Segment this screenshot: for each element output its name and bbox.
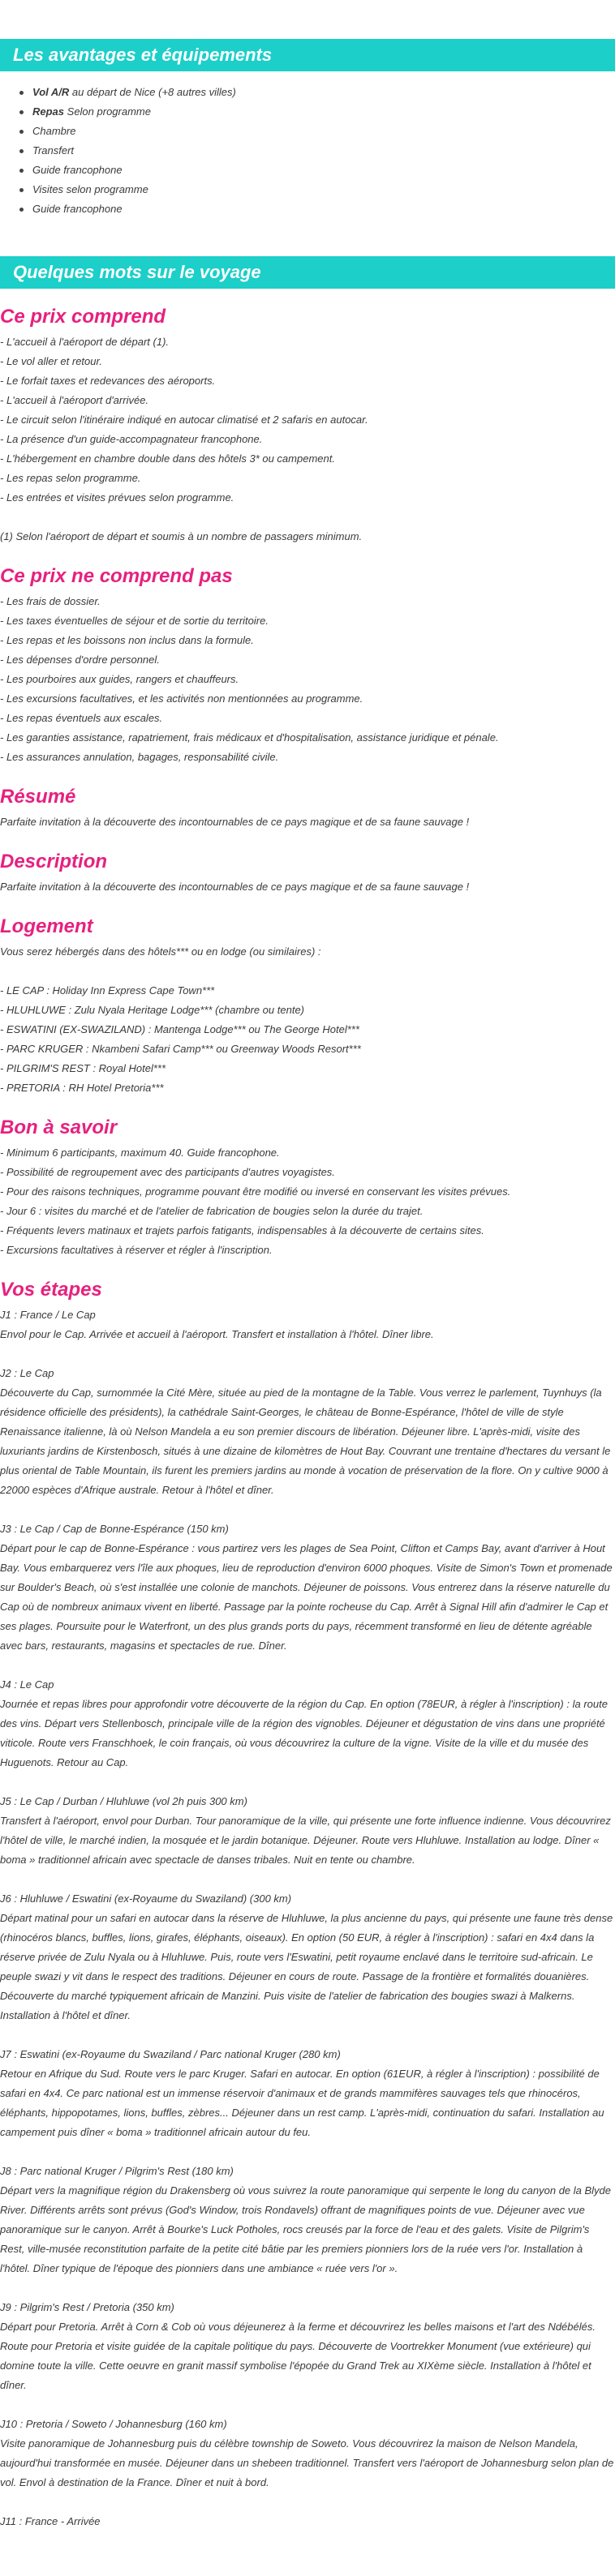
avantage-item-bold: Repas — [32, 105, 65, 118]
prix-comprend-item: - Le vol aller et retour. — [0, 355, 102, 367]
logement-item: - LE CAP : Holiday Inn Express Cape Town*** — [0, 984, 215, 997]
etape-day: J9 : Pilgrim's Rest / Pretoria (350 km) — [0, 2301, 174, 2313]
prix-ne-comprend-item: - Les repas éventuels aux escales. — [0, 712, 163, 724]
avantage-item-bold: Vol A/R — [32, 86, 70, 98]
etape-description: Départ vers la magnifique région du Drakensberg où vous suivrez la route panoramique qui serpente le long du canyon de la Blyde River. Différents arrêts sont prévus (God's Window, trois Rondavels) offrant de magnifiques points de vue. Déjeuner avec vue panoramique sur le canyon. Arrêt à Bourke's Luck Potholes, rocs creusés par la force de l'eau et des galets. Visite de Pilgrim's Rest, ville-musée reconstitution parfaite de la petite cité bâtie par les premiers pionniers lors de la ruée vers l'or. Installation à l'hôtel. Dîner typique de l'époque des pionniers dans une ambiance « ruée vers l'or ». — [0, 2184, 612, 2274]
avantage-item — [19, 161, 615, 180]
bon-a-savoir-item: - Excursions facultatives à réserver et régler à l'inscription. — [0, 1244, 273, 1256]
logement-title: Logement — [0, 915, 93, 937]
prix-ne-comprend-item: - Les pourboires aux guides, rangers et chauffeurs. — [0, 673, 239, 685]
etape-description: Départ pour Pretoria. Arrêt à Corn & Cob où vous déjeunerez à la ferme et découvrirez les belles maisons et l'art des Ndébélés. Route pour Pretoria et visite guidée de la capitale politique du pays. Découverte de Voortrekker Monument (vue extérieure) qui domine toute la ville. Cette oeuvre en granit massif symbolise l'épopée du Grand Trek au XIXème siècle. Installation à l'hôtel et dîner. — [0, 2321, 596, 2391]
avantage-item — [19, 83, 615, 102]
prix-comprend-item: - Le circuit selon l'itinéraire indiqué en autocar climatisé et 2 safaris en autocar. — [0, 414, 368, 426]
etape-day: J11 : France - Arrivée — [0, 2515, 101, 2527]
etape-description: Journée et repas libres pour approfondir votre découverte de la région du Cap. En option (78EUR, à régler à l'inscription) : la route des vins. Départ vers Stellenbosch, principale ville de la région des vignobles. Déjeuner et dégustation de vins dans une propriété viticole. Route vers Franschhoek, le coin français, où vous découvrirez la culture de la vigne. Visite de la ville et du musée des Huguenots. Retour au Cap. — [0, 1698, 608, 1768]
etape-item — [0, 2512, 615, 2531]
etape-item — [0, 2162, 615, 2278]
prix-ne-comprend-item: - Les frais de dossier. — [0, 595, 101, 607]
etapes-list — [0, 1305, 615, 2531]
avantages-list — [0, 71, 615, 219]
avantage-item — [19, 141, 615, 161]
etapes-title: Vos étapes — [0, 1279, 102, 1301]
etape-day: J10 : Pretoria / Soweto / Johannesburg (160 km) — [0, 2418, 227, 2430]
avantage-item-text: Guide francophone — [32, 203, 123, 215]
etape-item — [0, 1305, 615, 1344]
etape-day: J3 : Le Cap / Cap de Bonne-Espérance (150 km) — [0, 1523, 229, 1535]
logement-item: - ESWATINI (EX-SWAZILAND) : Mantenga Lodge*** ou The George Hotel*** — [0, 1023, 359, 1035]
etape-day: J5 : Le Cap / Durban / Hluhluwe (vol 2h puis 300 km) — [0, 1795, 247, 1807]
prix-comprend-item: - L'hébergement en chambre double dans des hôtels 3* ou campement. — [0, 452, 335, 465]
avantage-item — [19, 122, 615, 141]
avantage-item — [19, 180, 615, 199]
prix-comprend-item: - L'accueil à l'aéroport de départ (1). — [0, 336, 170, 348]
etape-description: Découverte du Cap, surnommée la Cité Mère, située au pied de la montagne de la Table. Vous verrez le parlement, Tuynhuys (la résidence officielle des présidents), la cathédrale Saint-Georges, le château de Bonne-Espérance, l'hôtel de ville de style Renaissance italienne, là où Nelson Mandela a eu son premier discours de libération. Déjeuner libre. L'après-midi, visite des luxuriants jardins de Kirstenbosch, situés à une dizaine de kilomètres de Hout Bay. Couvrant une trentaine d'hectares du versant le plus oriental de Table Mountain, ils furent les premiers jardins au monde à vocation de préservation de la flore. On y cultive 9000 à 22000 espèces d'Afrique australe. Retour à l'hôtel et dîner. — [0, 1387, 611, 1496]
note-text: (1) Selon l'aéroport de départ et soumis à un nombre de passagers minimum. — [0, 530, 363, 542]
bon-a-savoir-item: - Possibilité de regroupement avec des participants d'autres voyagistes. — [0, 1166, 335, 1178]
etape-item — [0, 1792, 615, 1870]
etape-day: J2 : Le Cap — [0, 1367, 54, 1379]
bon-a-savoir-item: - Pour des raisons techniques, programme pouvant être modifié ou inversé en conservant les visites prévues. — [0, 1185, 511, 1198]
etape-day: J1 : France / Le Cap — [0, 1309, 96, 1321]
etape-description: Transfert à l'aéroport, envol pour Durban. Tour panoramique de la ville, qui présente une forte influence indienne. Vous découvrirez l'hôtel de ville, le marché indien, la mosquée et le jardin botanique. Déjeuner. Route vers Hluhluwe. Installation au lodge. Dîner « boma » traditionnel africain avec spectacle de danses tribales. Nuit en tente ou chambre. — [0, 1815, 611, 1866]
etape-item — [0, 2415, 615, 2492]
prix-comprend-note — [0, 527, 615, 546]
avantage-item-text: Selon programme — [64, 105, 151, 118]
voyage-header: Quelques mots sur le voyage — [0, 256, 615, 289]
etape-item — [0, 2045, 615, 2142]
avantage-item-text: Guide francophone — [32, 164, 123, 176]
avantage-item-text: Visites selon programme — [32, 183, 148, 195]
logement-item: - PRETORIA : RH Hotel Pretoria*** — [0, 1082, 164, 1094]
prix-comprend-item: - La présence d'un guide-accompagnateur francophone. — [0, 433, 263, 445]
avantage-item — [19, 199, 615, 219]
etape-day: J4 : Le Cap — [0, 1678, 54, 1691]
bon-a-savoir-item: - Jour 6 : visites du marché et de l'atelier de fabrication de bougies selon la durée du trajet. — [0, 1205, 424, 1217]
prix-comprend-item: - Les entrées et visites prévues selon programme. — [0, 491, 234, 504]
logement-item: - PARC KRUGER : Nkambeni Safari Camp*** ou Greenway Woods Resort*** — [0, 1043, 361, 1055]
prix-comprend-title: Ce prix comprend — [0, 306, 166, 328]
prix-ne-comprend-title: Ce prix ne comprend pas — [0, 565, 233, 587]
prix-ne-comprend-item: - Les taxes éventuelles de séjour et de sortie du territoire. — [0, 615, 269, 627]
avantage-item-text: au départ de Nice (+8 autres villes) — [69, 86, 236, 98]
prix-ne-comprend-item: - Les garanties assistance, rapatriement, frais médicaux et d'hospitalisation, assistance juridique et pénale. — [0, 731, 499, 744]
prix-comprend-item: - Les repas selon programme. — [0, 472, 141, 484]
etape-day: J8 : Parc national Kruger / Pilgrim's Rest (180 km) — [0, 2165, 234, 2177]
logement-intro: Vous serez hébergés dans des hôtels*** ou en lodge (ou similaires) : — [0, 945, 321, 958]
bon-a-savoir-list — [0, 1143, 615, 1260]
etape-item — [0, 2298, 615, 2395]
prix-ne-comprend-item: - Les dépenses d'ordre personnel. — [0, 654, 160, 666]
logement-item: - HLUHLUWE : Zulu Nyala Heritage Lodge*** (chambre ou tente) — [0, 1004, 305, 1016]
prix-ne-comprend-item: - Les repas et les boissons non inclus dans la formule. — [0, 634, 254, 646]
bon-a-savoir-item: - Fréquents levers matinaux et trajets parfois fatigants, indispensables à la découverte de certains sites. — [0, 1224, 484, 1237]
bon-a-savoir-title: Bon à savoir — [0, 1117, 118, 1138]
etape-item — [0, 1364, 615, 1500]
etape-item — [0, 1519, 615, 1656]
avantage-item-text: Transfert — [32, 144, 75, 156]
avantage-item-text: Chambre — [32, 125, 76, 137]
avantage-item — [19, 102, 615, 122]
prix-ne-comprend-item: - Les assurances annulation, bagages, responsabilité civile. — [0, 751, 279, 763]
prix-ne-comprend-item: - Les excursions facultatives, et les activités non mentionnées au programme. — [0, 692, 363, 705]
etape-day: J6 : Hluhluwe / Eswatini (ex-Royaume du Swaziland) (300 km) — [0, 1892, 292, 1905]
etape-item — [0, 1889, 615, 2025]
etape-item — [0, 1675, 615, 1772]
prix-ne-comprend-list — [0, 592, 615, 767]
resume-title: Résumé — [0, 786, 76, 808]
description-text: Parfaite invitation à la découverte des incontournables de ce pays magique et de sa faune sauvage ! — [0, 881, 470, 893]
prix-comprend-list — [0, 332, 615, 508]
description-title: Description — [0, 851, 108, 872]
etape-description: Retour en Afrique du Sud. Route vers le parc Kruger. Safari en autocar. En option (61EUR, à régler à l'inscription) : possibilité de safari en 4x4. Ce parc national est un immense réservoir d'animaux et de grands mammifères sauvages tels que rhinocéros, éléphants, hippopotames, lions, buffles, zèbres... Déjeuner dans un rest camp. L'après-midi, continuation du safari. Installation au campement puis dîner « boma » traditionnel africain autour du feu. — [0, 2068, 604, 2138]
avantages-header: Les avantages et équipements — [0, 39, 615, 71]
voyage-content — [0, 289, 615, 2531]
prix-comprend-item: - L'accueil à l'aéroport d'arrivée. — [0, 394, 149, 406]
resume-text: Parfaite invitation à la découverte des incontournables de ce pays magique et de sa faune sauvage ! — [0, 816, 470, 828]
logement-list — [0, 942, 615, 1098]
etape-description: Envol pour le Cap. Arrivée et accueil à l'aéroport. Transfert et installation à l'hôtel. Dîner libre. — [0, 1328, 434, 1340]
etape-description: Départ pour le cap de Bonne-Espérance : vous partirez vers les plages de Sea Point, Clifton et Camps Bay, avant d'arriver à Hout Bay. Vous embarquerez vers l'île aux phoques, lieu de reproduction d'environ 6000 phoques. Visite de Simon's Town et promenade sur Boulder's Beach, où s'est installée une colonie de manchots. Déjeuner de poissons. Vous entrerez dans la réserve naturelle du Cap où de nombreux animaux vivent en liberté. Passage par la pointe rocheuse du Cap. Arrêt à Signal Hill afin d'admirer le Cap et ses plages. Poursuite pour le Waterfront, un des plus grands ports du pays, récemment transformé en lieu de détente agréable avec bars, restaurants, magasins et spectacles de rue. Dîner. — [0, 1542, 613, 1652]
prix-comprend-item: - Le forfait taxes et redevances des aéroports. — [0, 375, 216, 387]
bon-a-savoir-item: - Minimum 6 participants, maximum 40. Guide francophone. — [0, 1147, 280, 1159]
etape-day: J7 : Eswatini (ex-Royaume du Swaziland / Parc national Kruger (280 km) — [0, 2048, 341, 2060]
etape-description: Départ matinal pour un safari en autocar dans la réserve de Hluhluwe, la plus ancienne du pays, qui présente une faune très dense (rhinocéros blancs, buffles, lions, girafes, éléphants, oiseaux). En option (50 EUR, à régler à l'inscription) : safari en 4x4 dans la réserve privée de Zulu Nyala ou à Hluhluwe. Puis, route vers l'Eswatini, petit royaume enclavé dans le territoire sud-africain. Le peuple swazi y vit dans le respect des traditions. Déjeuner en cours de route. Passage de la frontière et formalités douanières. Découverte du marché typiquement africain de Manzini. Puis visite de l'atelier de fabrication des bougies swazi à Malkerns. Installation à l'hôtel et dîner. — [0, 1912, 613, 2021]
logement-item: - PILGRIM'S REST : Royal Hotel*** — [0, 1062, 166, 1074]
etape-description: Visite panoramique de Johannesburg puis du célèbre township de Soweto. Vous découvrirez la maison de Nelson Mandela, aujourd'hui transformée en musée. Déjeuner dans un shebeen traditionnel. Transfert vers l'aéroport de Johannesburg selon plan de vol. Envol à destination de la France. Dîner et nuit à bord. — [0, 2437, 614, 2488]
